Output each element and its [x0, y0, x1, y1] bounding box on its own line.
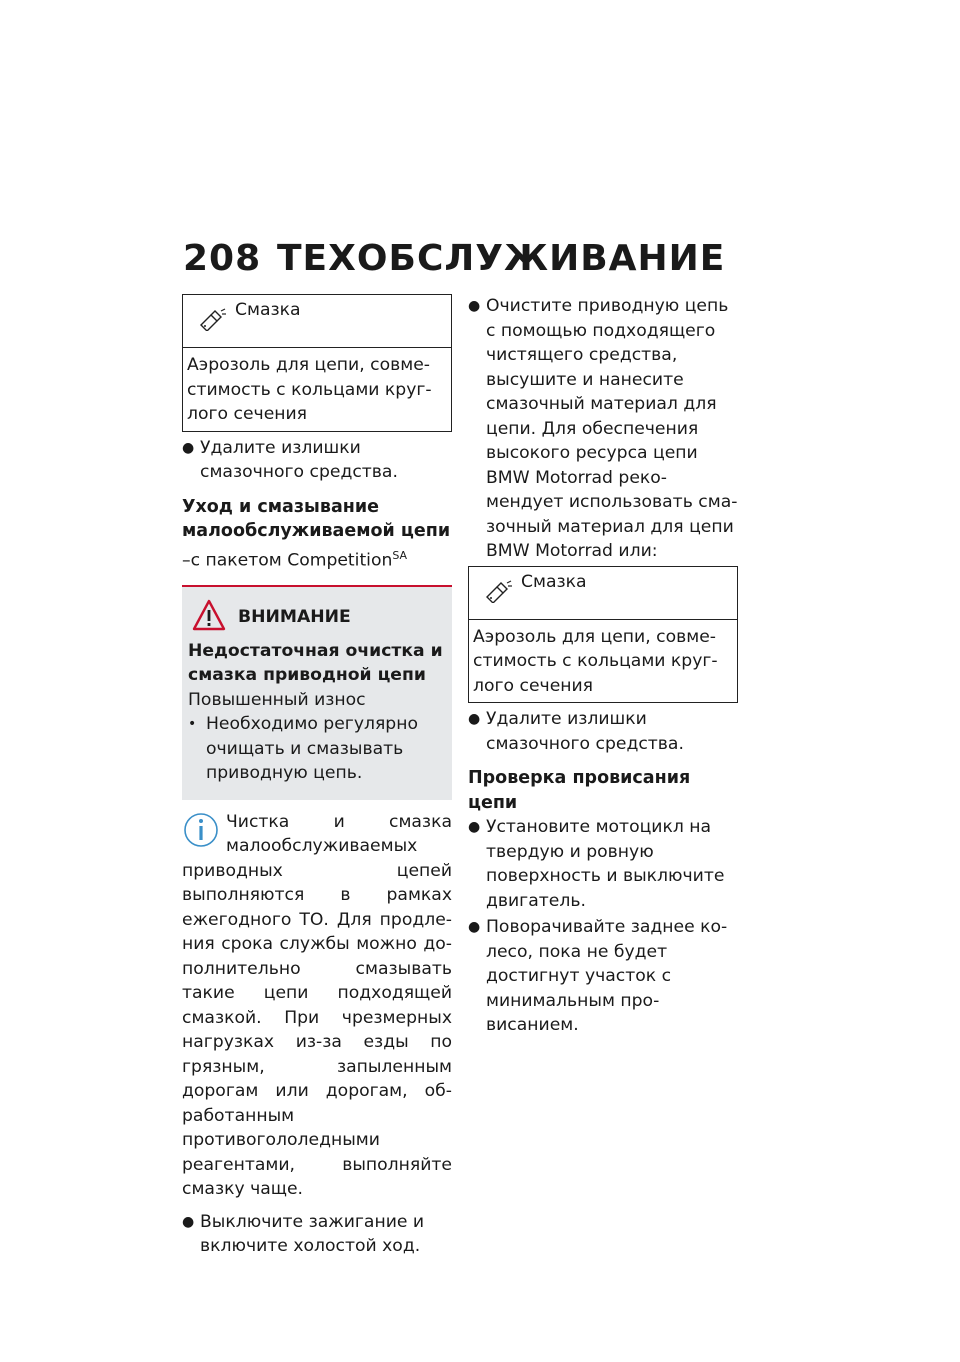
lubricant-box-header [183, 295, 451, 348]
option-note-text: –с пакетом Competition [182, 550, 393, 571]
lubricant-box-header [469, 567, 737, 620]
right-column [468, 294, 738, 1040]
left-column [182, 294, 452, 1261]
bullet-dot-icon: ● [468, 711, 481, 727]
spray-can-icon [483, 579, 513, 603]
list-item [468, 294, 738, 564]
warning-title: ВНИМАНИЕ [238, 606, 351, 627]
bullet-dot-icon: ● [468, 819, 481, 835]
bullet-dot-icon: ● [182, 1213, 195, 1230]
section-title: ТЕХОБСЛУЖИВАНИЕ [277, 238, 726, 279]
list-item-text: Выключите зажигание и включите холостой ход. [200, 1211, 425, 1257]
list-item [182, 436, 452, 485]
bullet-dot-icon: ● [468, 919, 481, 935]
lubricant-box [468, 566, 738, 704]
list-item [468, 915, 738, 1038]
list-item-text: Поворачивайте заднее колесо, пока не будет достигнут участок с минимальным провисанием. [486, 917, 728, 1035]
info-text: Чистка и смазка малообслуживаемых приводных цепей выполняются в рамках ежегодного ТО. Для продления срока службы можно дополнительно смазывать такие цепи подходящей смазкой. При чрезмерных нагрузках из-за езды по грязным, запыленным дорогам или дорогам, обработанным противогололедными реагентами, выполняйте смазку чаще. [182, 811, 452, 1200]
lubricant-box-body: Аэрозоль для цепи, совместимость с кольцами круглого сечения [473, 626, 718, 696]
section-heading: Проверка провисания цепи [468, 768, 691, 813]
lubricant-box-title: Смазка [235, 300, 301, 320]
option-note [182, 544, 452, 573]
list-item-text: Удалите излишки смазочного средства. [486, 709, 684, 754]
warning-list-item-text: Необходимо регулярно очищать и смазывать приводную цепь. [206, 714, 418, 784]
list-item-text: Очистите приводную цепь с помощью подходящего чистящего средства, высушите и нанесите смазочный материал для цепи. Для обеспечения высокого ресурса цепи BMW Motorrad рекомендует использовать смазочный материал для цепи BMW Motorrad или: [486, 296, 738, 561]
spray-can-icon [197, 307, 227, 331]
page-header [183, 238, 725, 279]
warning-list-item [188, 712, 446, 786]
lubricant-box-title: Смазка [521, 571, 587, 592]
info-block [182, 810, 452, 1202]
warning-block [182, 587, 452, 800]
lubricant-box [182, 294, 452, 432]
list-item [468, 815, 738, 913]
bullet-dot-icon: • [188, 716, 197, 733]
warning-triangle-icon [192, 599, 226, 631]
list-item-text: Установите мотоцикл на твердую и ровную поверхность и выключите двигатель. [486, 817, 725, 911]
option-note-sup: SA [392, 548, 408, 562]
list-item-text: Удалите излишки смазочного средства. [200, 437, 398, 482]
warning-text: Повышенный износ [188, 689, 366, 710]
bullet-dot-icon: ● [468, 298, 481, 314]
section-heading: Уход и смазывание малообслуживаемой цепи [182, 496, 451, 541]
list-item [182, 1210, 452, 1259]
lubricant-box-body: Аэрозоль для цепи, совместимость с кольцами круглого сечения [187, 355, 432, 424]
bullet-dot-icon: ● [182, 439, 195, 456]
list-item [468, 707, 738, 756]
warning-header [188, 599, 446, 635]
warning-subtitle: Недостаточная очистка и смазка приводной цепи [188, 640, 443, 686]
page-number: 208 [183, 238, 262, 279]
info-icon [182, 810, 220, 850]
